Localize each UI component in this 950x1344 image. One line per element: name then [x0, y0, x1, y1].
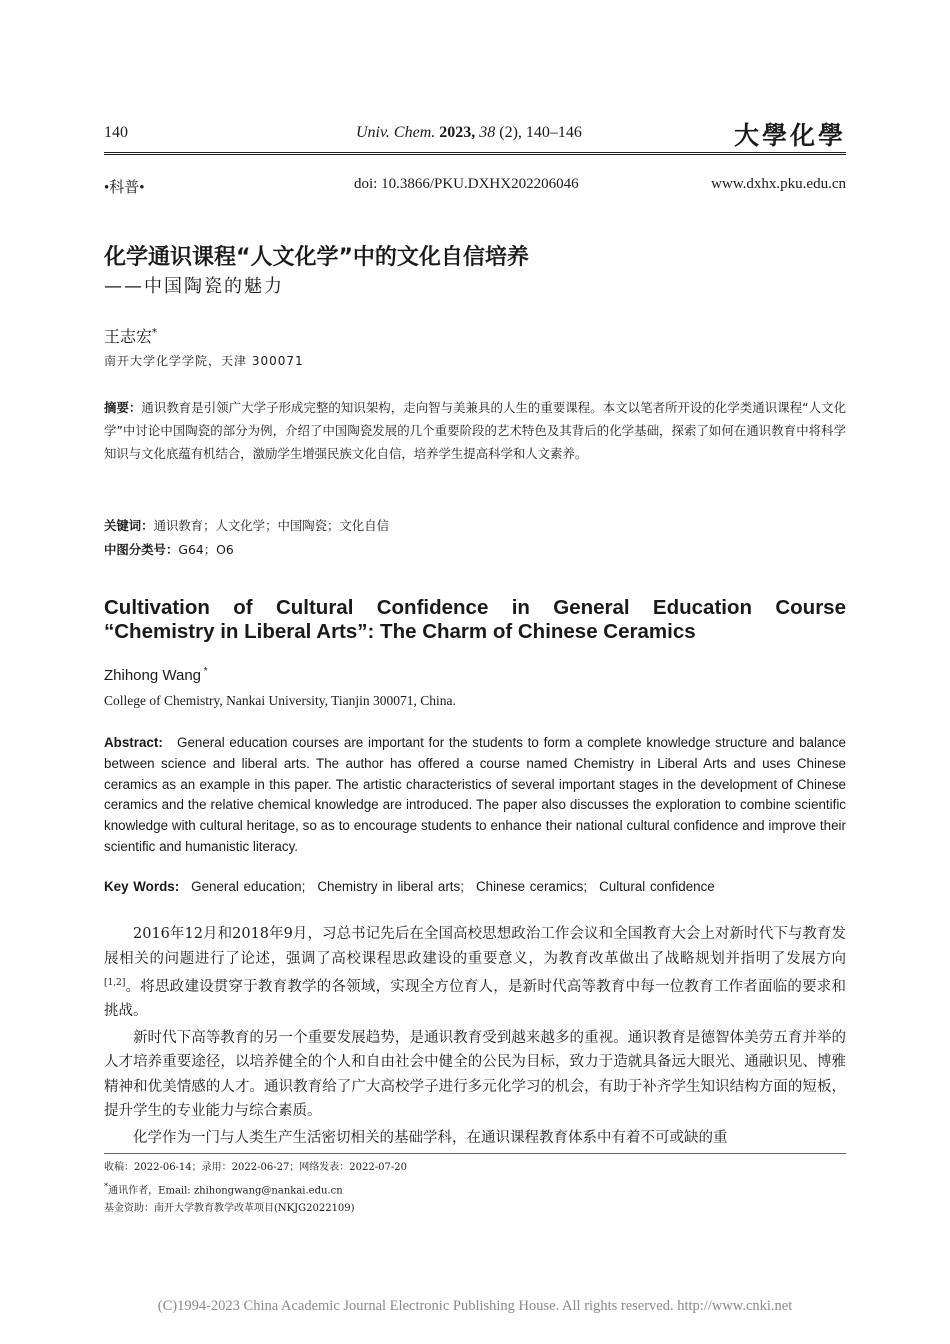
body-paragraph-1a: 2016年12月和2018年9月，习总书记先后在全国高校思想政治工作会议和全国教育大会上对新时代下与教育发展相关的问题进行了论述，强调了高校课程思政建设的重要意义，为教育改革做出了战略规划并指明了发展方向: [104, 926, 846, 967]
header-rule-secondary: [104, 154, 846, 155]
body-paragraph: [104, 922, 846, 1024]
journal-volume: 38: [479, 124, 496, 141]
clc-label: 中图分类号：: [104, 542, 179, 557]
corresponding-mark-footnote: *: [104, 1181, 109, 1191]
clc-text: G64；O6: [178, 542, 234, 557]
footnote-corresponding: [104, 1177, 407, 1200]
keyword-english: Chemistry in liberal arts;: [317, 879, 464, 894]
author-name-chinese: 王志宏: [104, 327, 153, 346]
corresponding-mark: *: [152, 327, 158, 339]
page-number: 140: [104, 124, 128, 141]
journal-abbrev: Univ. Chem.: [356, 124, 436, 141]
abstract-english: [104, 733, 846, 858]
footnote-funding: 基金资助：南开大学教育教学改革项目(NKJG2022109): [104, 1203, 355, 1215]
footnote-rule: [104, 1153, 846, 1154]
keywords-label-chinese: 关键词：: [104, 518, 154, 533]
subtitle-chinese: ——中国陶瓷的魅力: [104, 276, 284, 297]
body-paragraph: 新时代下高等教育的另一个重要发展趋势，是通识教育受到越来越多的重视。通识教育是德智体美劳五育并举的人才培养重要途径，以培养健全的个人和自由社会中健全的公民为目标，致力于造就具备远大眼光、通融识见、博雅精神和优美情感的人才。通识教育给了广大高校学子进行多元化学习的机会，有助于补齐学生知识结构方面的短板，提升学生的专业能力与综合素质。: [104, 1029, 846, 1120]
keyword-english: Cultural confidence: [599, 879, 715, 894]
clc-number: [104, 540, 234, 558]
footnote-corresponding-text: 通讯作者，Email: zhihongwang@nankai.edu.cn: [108, 1185, 343, 1197]
journal-issue-pages: (2), 140–146: [495, 124, 582, 141]
footnote-received: 收稿：2022-06-14；录用：2022-06-27；网络发表：2022-07-20: [104, 1162, 407, 1173]
title-english-line-1: Cultivation of Cultural Confidence in General Education Course: [104, 596, 846, 619]
body-paragraph: 化学作为一门与人类生产生活密切相关的基础学科，在通识课程教育体系中有着不可或缺的重: [133, 1129, 728, 1146]
section-tag: •科普•: [104, 180, 145, 196]
keywords-text-chinese: 通识教育；人文化学；中国陶瓷；文化自信: [153, 518, 389, 533]
abstract-text-english: General education courses are important for the students to form a complete knowledge structure and balance between science and liberal arts. The author has offered a course named Chemistry in Liberal Arts and uses Chinese ceramics as an example in this paper. The artistic characteristics of several important stages in the development of Chinese ceramics and the relative chemical knowledge are introduced. The paper also discusses the exploration to combine scientific knowledge with cultural heritage, so as to encourage students to enhance their national cultural confidence and improve their scientific and humanistic literacy.: [104, 735, 846, 854]
author-chinese: [104, 324, 157, 347]
abstract-chinese: [104, 396, 846, 465]
title-chinese: 化学通识课程“人文化学”中的文化自信培养: [104, 245, 529, 270]
body-text: [104, 922, 846, 1152]
header-rule: [104, 152, 846, 153]
journal-logo: 大學化學: [733, 121, 846, 150]
article-meta-line: [104, 176, 846, 196]
footnotes: [104, 1159, 407, 1218]
abstract-label-chinese: 摘要：: [104, 400, 142, 415]
doi-text: doi: 10.3866/PKU.DXHX202206046: [354, 176, 579, 192]
journal-year: 2023,: [439, 124, 476, 141]
keywords-label-english: Key Words:: [104, 879, 180, 894]
copyright-watermark: (C)1994-2023 China Academic Journal Electronic Publishing House. All rights reserved. http://www.cnki.net: [157, 1298, 793, 1314]
journal-url[interactable]: www.dxhx.pku.edu.cn: [711, 176, 846, 192]
keywords-chinese: [104, 516, 389, 534]
journal-citation: [356, 124, 582, 142]
running-header: [104, 122, 846, 152]
affiliation-chinese: 南开大学化学学院，天津 300071: [104, 354, 304, 368]
keywords-english: [104, 879, 715, 894]
title-english: [104, 596, 846, 644]
citation-ref[interactable]: [1,2]: [104, 978, 126, 988]
title-english-line-2: “Chemistry in Liberal Arts”: The Charm of Chinese Ceramics: [104, 620, 696, 643]
author-english: [104, 666, 208, 684]
author-name-english: Zhihong Wang: [104, 667, 202, 684]
abstract-label-english: Abstract:: [104, 735, 163, 750]
corresponding-mark-english: *: [201, 666, 208, 677]
affiliation-english: College of Chemistry, Nankai University, Tianjin 300071, China.: [104, 693, 456, 708]
keyword-english: General education;: [191, 879, 306, 894]
keyword-english: Chinese ceramics;: [475, 879, 588, 894]
abstract-text-chinese: 通识教育是引领广大学子形成完整的知识架构，走向智与美兼具的人生的重要课程。本文以笔者所开设的化学类通识课程“人文化学”中讨论中国陶瓷的部分为例，介绍了中国陶瓷发展的几个重要阶段的艺术特色及其背后的化学基础，探索了如何在通识教育中将科学知识与文化底蕴有机结合，激励学生增强民族文化自信，培养学生提高科学和人文素养。: [104, 400, 847, 461]
body-paragraph-1b: 。将思政建设贯穿于教育教学的各领域，实现全方位育人，是新时代高等教育中每一位教育工作者面临的要求和挑战。: [104, 978, 846, 1020]
